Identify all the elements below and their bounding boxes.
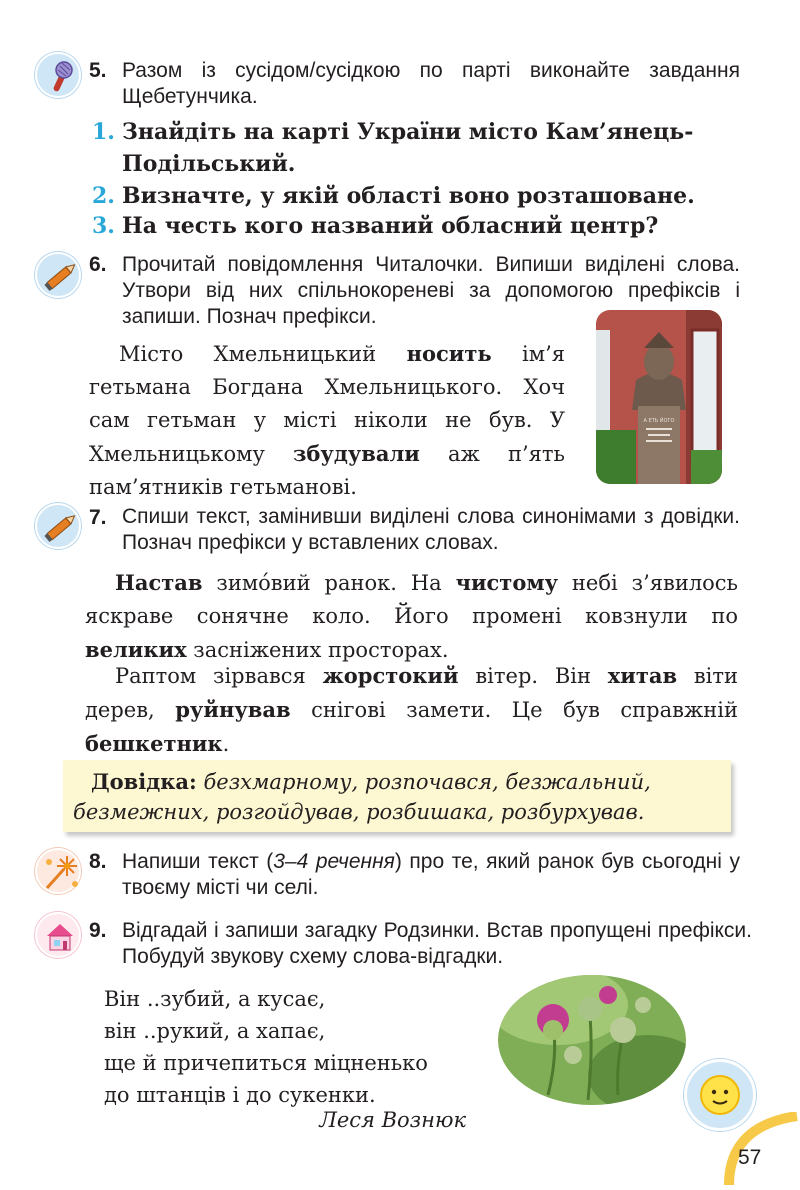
microphone-icon bbox=[35, 52, 81, 98]
highlighted-word: великих bbox=[85, 637, 187, 662]
item-text-cont: Подільський. bbox=[122, 151, 296, 177]
text-segment: вітер. Він bbox=[458, 664, 608, 688]
house-icon bbox=[35, 912, 81, 958]
snowflake-wand-icon bbox=[35, 848, 81, 894]
reference-line-2: безмежних, розгойдував, розбишака, розбурхував. bbox=[73, 800, 645, 824]
task-7-text: Спиши текст, замінивши виділені слова синонімами з довідки. Познач префікси у вставлених словах. bbox=[122, 505, 740, 554]
task-6-number: 6. bbox=[89, 253, 107, 276]
item-number: 1. bbox=[92, 119, 115, 145]
thistle-photo bbox=[498, 975, 686, 1105]
reference-box bbox=[63, 760, 731, 832]
pen-icon bbox=[35, 503, 81, 549]
task-6-text: Прочитай повідомлення Читалочки. Випиши виділені слова. Утвори від них спільнокореневі за допомогою префіксів і запиши. Познач префікси. bbox=[122, 253, 740, 328]
reference-words: безхмарному, розпочався, безжальний, bbox=[203, 770, 651, 794]
monument-photo bbox=[596, 310, 722, 484]
text-segment: небі з’явилось яскраве сонячне коло. Його промені ковзнули по bbox=[85, 571, 738, 628]
item-number: 2. bbox=[92, 183, 115, 209]
riddle-poem bbox=[104, 983, 428, 1111]
highlighted-word: бешкетник bbox=[85, 731, 223, 756]
text-segment: Місто Хмельницький bbox=[119, 342, 407, 366]
task-5-item-3 bbox=[92, 210, 742, 242]
task-9-number: 9. bbox=[89, 919, 107, 942]
text-segment: віти дерев, bbox=[85, 664, 738, 722]
item-text: Визначте, у якій області воно розташоване. bbox=[122, 183, 695, 209]
task-5-item-1 bbox=[92, 116, 742, 180]
poem-author: Леся Вознюк bbox=[319, 1108, 466, 1132]
plaque-text: А ЕТЬ ЙОГО bbox=[643, 418, 675, 424]
highlighted-word: Настав bbox=[115, 570, 203, 595]
poem-line: Він ..зубий, а кусає, bbox=[104, 987, 326, 1011]
poem-line: ще й причепиться міцненько bbox=[104, 1051, 428, 1075]
text-segment: . bbox=[222, 732, 230, 756]
highlighted-word: руйнував bbox=[175, 697, 291, 722]
text-segment: Напиши текст ( bbox=[122, 850, 274, 873]
task-6-reading-text bbox=[89, 337, 565, 504]
poem-line: до штанців і до сукенки. bbox=[104, 1083, 376, 1107]
italic-segment: 3–4 речення bbox=[273, 850, 395, 873]
text-segment: зимо́вий ранок. На bbox=[202, 571, 456, 595]
text-segment: засніжених просторах. bbox=[186, 638, 449, 662]
text-segment: ) про те, який ранок був сьогодні у твоєму місті чи селі. bbox=[122, 850, 740, 899]
task-7-number: 7. bbox=[89, 506, 107, 529]
item-text: На честь кого названий обласний центр? bbox=[122, 213, 659, 239]
task-5-text: Разом із сусідом/сусідкою по парті виконайте завдання Щебетунчика. bbox=[122, 59, 740, 108]
text-segment: аж п’ять пам’ятників гетьманові. bbox=[89, 442, 565, 499]
text-segment: Раптом зірвався bbox=[115, 664, 323, 688]
task-5-item-2 bbox=[92, 180, 742, 212]
poem-line: він ..рукий, а хапає, bbox=[104, 1019, 326, 1043]
highlighted-word: жорстокий bbox=[322, 663, 459, 688]
text-segment: ім’я гетьмана Богдана Хмельницького. Хоч сам гетьман у місті ніколи не був. У Хмельницькому bbox=[89, 342, 565, 466]
reference-line-1 bbox=[91, 766, 721, 798]
task-9-text: Відгадай і запиши загадку Родзинки. Встав пропущені префікси. Побудуй звукову схему слова-відгадки. bbox=[122, 919, 752, 968]
item-text: Знайдіть на карті України місто Кам’янець- bbox=[122, 119, 694, 145]
highlighted-word: чистому bbox=[455, 570, 559, 595]
task-5-number: 5. bbox=[89, 59, 107, 82]
reference-label: Довідка: bbox=[91, 769, 197, 794]
item-number: 3. bbox=[92, 213, 115, 239]
task-8-text bbox=[122, 849, 740, 901]
task-7-paragraph-2 bbox=[85, 659, 738, 761]
highlighted-word: носить bbox=[406, 341, 492, 366]
highlighted-word: збудували bbox=[293, 441, 420, 466]
task-7-paragraph-1 bbox=[85, 566, 738, 667]
page-number: 57 bbox=[738, 1146, 762, 1169]
task-8-number: 8. bbox=[89, 850, 107, 873]
highlighted-word: хитав bbox=[607, 663, 678, 688]
text-segment: снігові замети. Це був справжній bbox=[290, 698, 738, 722]
pen-icon bbox=[35, 252, 81, 298]
